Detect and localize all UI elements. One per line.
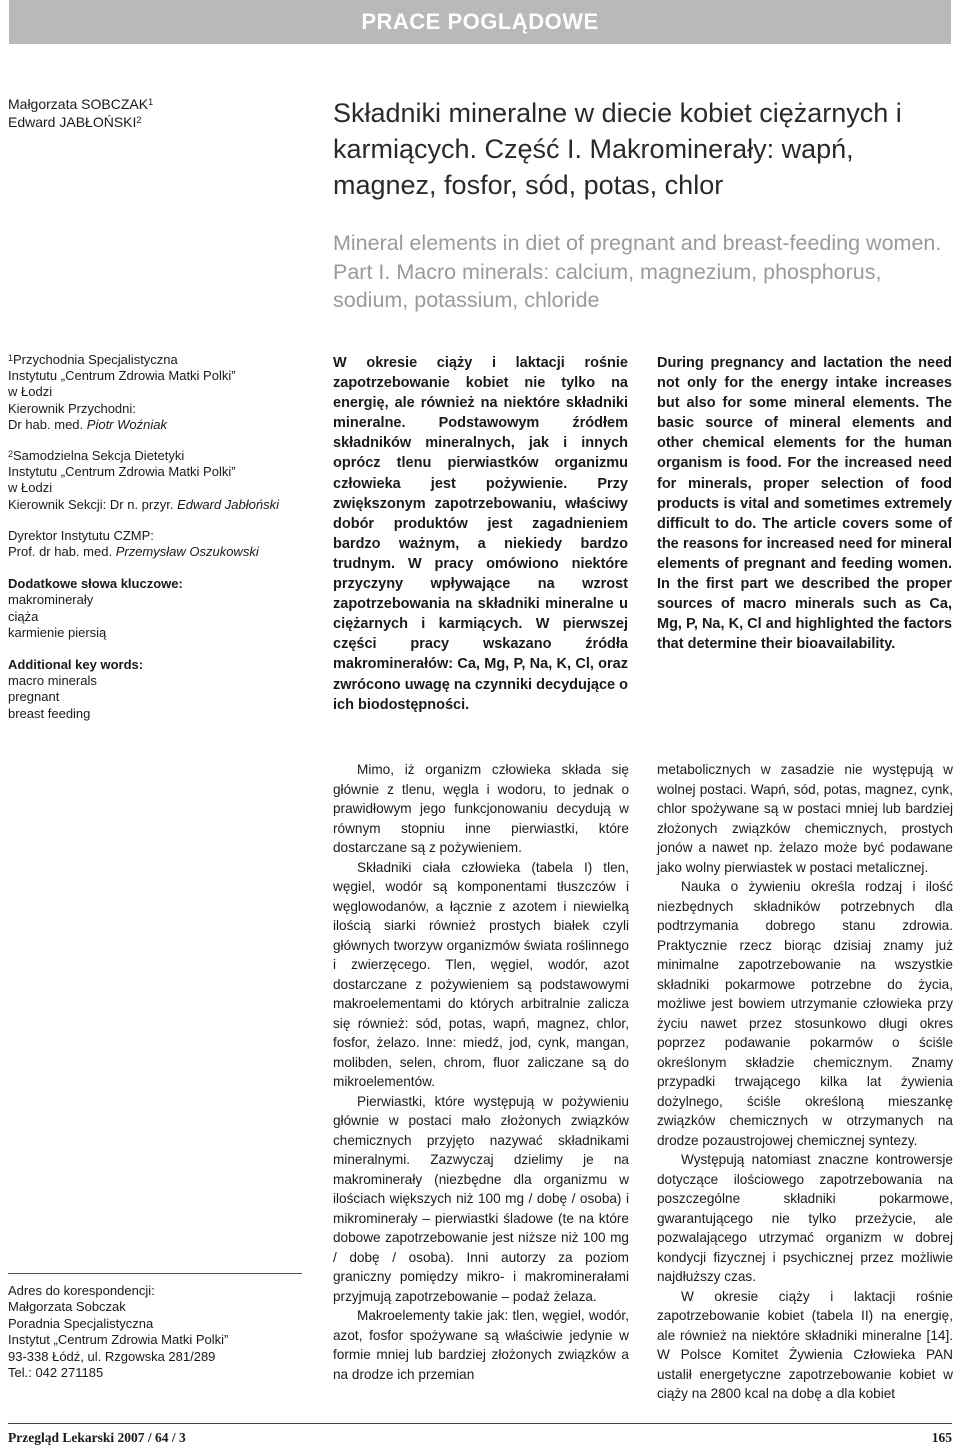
director-name: Przemysław Oszukowski (115, 544, 259, 560)
body-paragraph: W okresie ciąży i laktacji rośnie zapotrzebowanie kobiet (tabela II) na energię, ale również na niektóre składniki mineralne [14]. W Polsce Komitet Żywienia Człowieka PAN ustalił energetyczne zapotrzebowanie kobiet w ciąży na 2800 kcal na dobę a dla kobiet (657, 1288, 953, 1401)
keyword: breast feeding (8, 705, 91, 721)
affiliation-2 (8, 448, 313, 513)
keywords-heading: Dodatkowe słowa kluczowe: (8, 576, 183, 592)
affiliation-city: w Łodzi (8, 480, 53, 496)
affiliation-sup: 1 (8, 353, 14, 363)
article-title-english: Mineral elements in diet of pregnant and breast-feeding women. Part I. Macro minerals: calcium, magnezium, phosphorus, sodium, potassium, chloride (333, 231, 942, 312)
director-role: Dyrektor Instytutu CZMP: (8, 527, 154, 543)
author-list (8, 95, 153, 131)
affiliation-head-name: Piotr Woźniak (86, 416, 167, 432)
affiliation-institute: Instytutu „Centrum Zdrowia Matki Polki” (8, 464, 236, 480)
affiliation-institute: Instytutu „Centrum Zdrowia Matki Polki” (8, 368, 236, 384)
author-name: Edward JABŁOŃSKI (8, 114, 137, 130)
correspondence-divider (8, 1273, 302, 1274)
sidebar-info (8, 352, 313, 738)
page-number: 165 (931, 1430, 952, 1445)
affiliation-head-role: Kierownik Przychodni: (8, 400, 136, 416)
affiliation-name: Samodzielna Sekcja Dietetyki (13, 448, 185, 464)
affiliation-1 (8, 352, 313, 433)
correspondence-label: Adres do korespondencji: (8, 1283, 155, 1298)
keyword: ciąża (8, 608, 39, 624)
body-paragraph: Mimo, iż organizm człowieka składa się głównie z tlenu, węgla i wodoru, to jednak o prawidłowym jego funkcjonowaniu decydują w równym stopniu inne pierwiastki, które dostarczane są z pożywieniem. (333, 762, 629, 855)
keyword: makrominerały (8, 592, 94, 608)
director-title: Prof. dr hab. med. (8, 544, 113, 560)
author-2 (8, 113, 153, 131)
affiliation-name: Przychodnia Specjalistyczna (13, 352, 178, 367)
article-title-polish: Składniki mineralne w diecie kobiet ciężarnych i karmiących. Część I. Makrominerały: wapń, magnez, fosfor, sód, potas, chlor (333, 98, 902, 200)
keyword: pregnant (8, 689, 60, 705)
abstract-english: During pregnancy and lactation the need not only for the energy intake increases but also for some mineral elements. The basic source of mineral elements and other chemical elements for the human organism is food. For the increased need for minerals, proper selection of food products is vital and sometimes extremely difficult to do. The article covers some of the reasons for increased need for mineral elements of pregnant and feeding women. In the first part we described the proper sources of macro minerals such as Ca, Mg, P, Na, K, Cl and highlighted the factors that determine their bioavailability. (657, 355, 952, 653)
keywords-heading: Additional key words: (8, 657, 144, 673)
author-1 (8, 95, 153, 113)
section-header: PRACE POGLĄDOWE (9, 0, 951, 44)
correspondence-line: 93-338 Łódź, ul. Rzgowska 281/289 (8, 1348, 216, 1364)
affiliation-head-role: Kierownik Sekcji: (8, 496, 107, 512)
author-sup: 2 (136, 115, 142, 125)
body-paragraph: metabolicznych w zasadzie nie występują w wolnej postaci. Wapń, sód, potas, magnez, cynk, chlor spożywane są w postaci mniej lub bardziej złożonych związków chemicznych, prostych jonów a nawet np. żelazo może być podawane jako wolny pierwiastek w postaci metalicznej. (657, 762, 953, 875)
affiliation-sup: 2 (8, 449, 14, 460)
abstract-polish: W okresie ciąży i laktacji rośnie zapotrzebowanie kobiet nie tylko na energię, ale również na niektóre składniki mineralne. Podstawowym źródłem składników mineralnych, jak i innych oprócz tlenu pierwiastków organizmu człowieka jest pożywienie. Przy zwiększonym zapotrzebowaniu, właściwy dobór produktów jest zagadnieniem bardzo ważnym, a niekiedy bardzo trudnym. W pracy omówiono niektóre przyczyny wpływające na wzrost zapotrzebowania na składniki mineralne u ciężarnych i karmiących. W pierwszej części pracy wskazano źródła makrominerałów: Ca, Mg, P, Na, K, Cl, oraz zwrócono uwagę na czynniki decydujące o ich biodostępności. (333, 355, 628, 713)
body-column-left (333, 760, 629, 1384)
body-paragraph: Makroelementy takie jak: tlen, węgiel, wodór, azot, fosfor spożywane są właściwie jedynie w formie mniej lub bardziej złożonych związków a na drodze ich przemian (333, 1308, 629, 1382)
footer-divider (8, 1423, 952, 1424)
correspondence-line: Tel.: 042 271185 (8, 1365, 104, 1381)
correspondence-address (8, 1283, 308, 1381)
body-paragraph: Nauka o żywieniu określa rodzaj i ilość niezbędnych składników potrzebnych dla podtrzymania dobrego stanu zdrowia. Praktycznie rzecz biorąc dzisiaj znamy już minimalne zapotrzebowanie na wszystkie składniki pokarmowe potrzebne do życia, możliwe jest bowiem utrzymanie człowieka przy życiu nawet przez stosunkowo długi okres poprzez podawanie pokarmów o ściśle określonym składzie chemicznym. Znamy przypadki trwającego kilka lat żywienia dożylnego, ściśle określoną mieszankę związków chemicznych w otrzymanych na drodze pozaustrojowej chemicznej syntezy. (657, 879, 953, 1148)
author-name: Małgorzata SOBCZAK (8, 96, 149, 112)
affiliation-head-name: Edward Jabłoński (177, 496, 279, 512)
keyword: macro minerals (8, 673, 97, 689)
journal-citation: Przegląd Lekarski 2007 / 64 / 3 (8, 1430, 186, 1445)
body-paragraph: Składniki ciała człowieka (tabela I) tlen, węgiel, wodór są komponentami tłuszczów i węglowodanów, a łącznie z azotem i niewielką ilością siarki również prostych białek czyli głównych tworzyw organizmów świata roślinnego i zwierzęcego. Tlen, węgiel, wodór, azot dostarczane z pożywieniem są podstawowymi makroelementami do których arbitralnie zalicza się również: sód, potas, wapń, magnez, chlor, fosfor, żelazo. Inne: miedź, jod, cynk, mangan, molibden, selen, chrom, fluor zaliczane są do mikroelementów. (333, 859, 629, 1089)
correspondence-line: Instytut „Centrum Zdrowia Matki Polki” (8, 1332, 229, 1348)
keyword: karmienie piersią (8, 624, 107, 640)
affiliation-city: w Łodzi (8, 384, 53, 400)
body-paragraph: Występują natomiast znaczne kontrowersje dotyczące ilościowego zapotrzebowania na poszczególne składniki pokarmowe, gwarantującego nie tylko przeżycie, ale pozwalającego utrzymać organizm w dobrej kondycji fizycznej i psychicznej przez możliwie najdłuższy czas. (657, 1152, 953, 1284)
affiliation-head-title: Dr hab. med. (8, 416, 84, 432)
body-paragraph: Pierwiastki, które występują w pożywieniu głównie w postaci mało złożonych związków chemicznych przyjęto nazywać składnikami mineralnymi. Zazwyczaj dzielimy je na makrominerały (niezbędne dla organizmu w ilościach większych niż 100 mg / dobę / osoba) i mikrominerały – pierwiastki śladowe (te na które dobowe zapotrzebowanie jest niższe niż 100 mg / dobę / osoba). Inni autorzy za poziom graniczny pomiędzy mikro- i makrominerałami przyjmują zapotrzebowanie – podaż żelaza. (333, 1093, 629, 1304)
author-sup: 1 (148, 97, 154, 107)
keywords-english (8, 657, 313, 722)
correspondence-line: Poradnia Specjalistyczna (8, 1315, 154, 1331)
director-info (8, 528, 313, 560)
keywords-polish (8, 576, 313, 641)
affiliation-head-title: Dr n. przyr. (109, 496, 174, 512)
body-column-right (657, 760, 953, 1404)
correspondence-line: Małgorzata Sobczak (8, 1299, 126, 1315)
